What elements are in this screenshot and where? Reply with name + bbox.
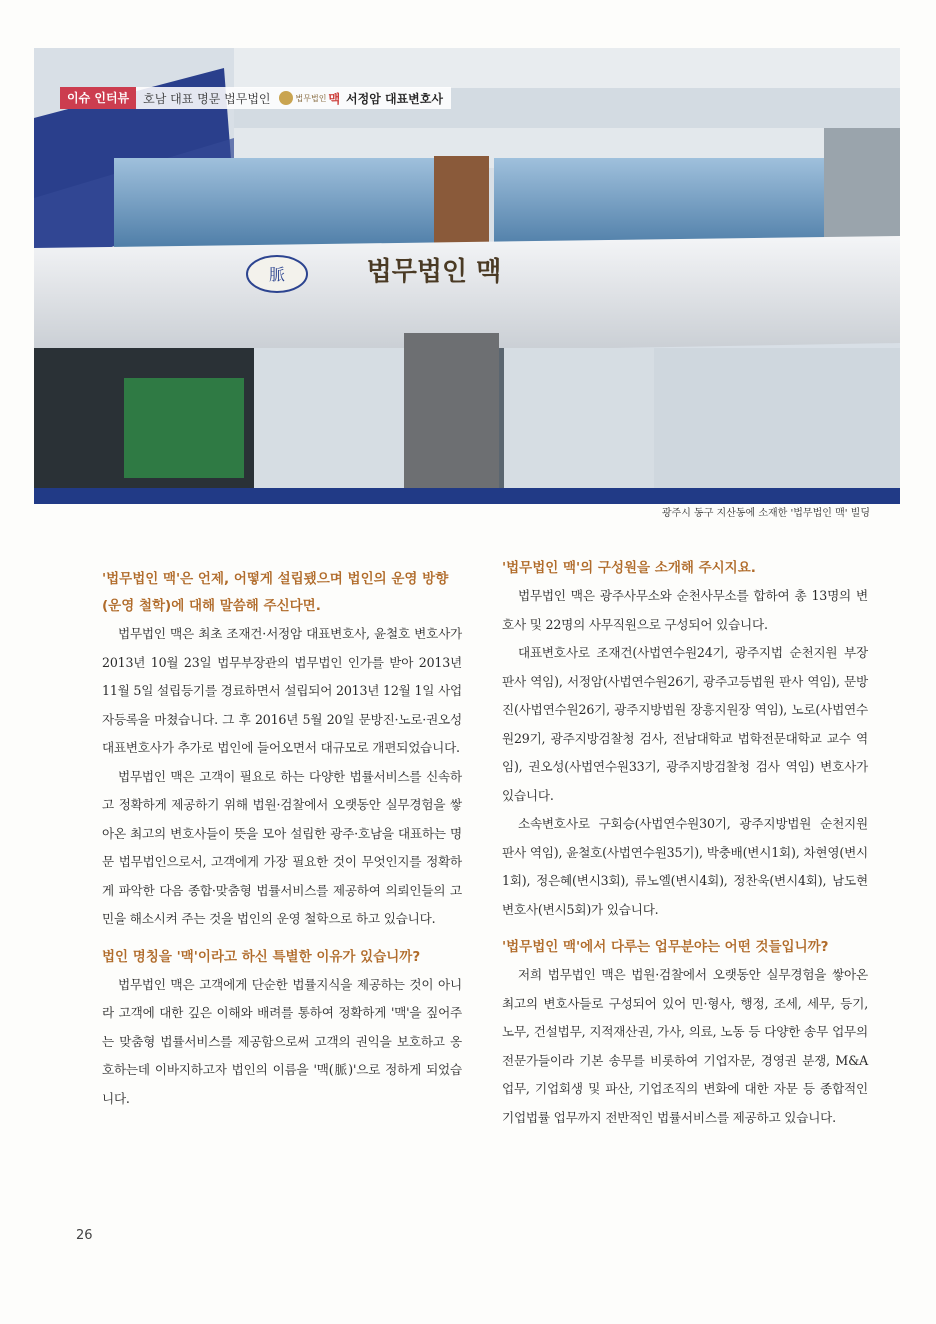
answer-1-paragraph-1: 법무법인 맥은 최초 조재건·서정암 대표변호사, 윤철호 변호사가 2013년 10월 23일 법무부장관의 법무법인 인가를 받아 2013년 11월 5일 설립등기를 경료하면서 설립되어 2013년 12월 1일 사업자등록을 마쳤습니다. 그 후 2016년 5월 20일 문방진·노로·권오성 대표변호사가 추가로 법인에 들어오면서 대규모로 개편되었습니다. — [102, 626, 462, 755]
left-column — [102, 566, 462, 1113]
question-4: '법무법인 맥'에서 다루는 업무분야는 어떤 것들입니까? — [502, 939, 829, 955]
header-title: 호남 대표 명문 법무법인 — [143, 91, 271, 106]
answer-3-paragraph-1: 법무법인 맥은 광주사무소와 순천사무소를 합하여 총 13명의 변호사 및 22명의 사무직원으로 구성되어 있습니다. — [502, 588, 868, 632]
building-photo — [34, 48, 900, 504]
logo-small-text: 법무법인 — [295, 93, 327, 103]
article-header — [60, 87, 451, 109]
question-2: 법인 명칭을 '맥'이라고 하신 특별한 이유가 있습니까? — [102, 948, 421, 965]
answer-3-paragraph-2: 대표변호사로 조재건(사법연수원24기, 광주지법 순천지원 부장판사 역임), 서정암(사법연수원26기, 광주고등법원 판사 역임), 문방진(사법연수원26기, 광주지방법원 장흥지원장 역임), 노로(사법연수원29기, 광주지방검찰청 검사, 전남대학교 법학전문대학교 교수 역임), 권오성(사법연수원33기, 광주지방검찰청 검사 역임) 변호사가 있습니다. — [502, 645, 868, 803]
right-column — [502, 555, 868, 1132]
logo-emblem-icon — [279, 91, 293, 105]
sign-text: 법무법인 맥 — [366, 257, 502, 287]
answer-1-paragraph-2: 법무법인 맥은 고객이 필요로 하는 다양한 법률서비스를 신속하고 정확하게 제공하기 위해 법원·검찰에서 오랫동안 실무경험을 쌓아온 최고의 변호사들이 뜻을 모아 설립한 광주·호남을 대표하는 명문 법무법인으로서, 고객에게 가장 필요한 것이 무엇인지를 정확하게 파악한 다음 종합·맞춤형 법률서비스를 제공하여 의뢰인들의 고민을 해소시켜 주는 것을 법인의 운영 철학으로 하고 있습니다. — [102, 768, 462, 926]
page-number: 26 — [76, 1228, 93, 1243]
answer-4-paragraph: 저희 법무법인 맥은 법원·검찰에서 오랫동안 실무경험을 쌓아온 최고의 변호사들로 구성되어 있어 민·형사, 행정, 조세, 세무, 등기, 노무, 건설법무, 지적재산권, 가사, 의료, 노동 등 다양한 송무 업무의 전문가들이라 기본 송무를 비롯하여 기업자문, 경영권 분쟁, M&A 업무, 기업회생 및 파산, 기업조직의 변화에 대한 자문 등 종합적인 기업법률 업무까지 전반적인 법률서비스를 제공하고 있습니다. — [502, 967, 868, 1125]
question-3: '법무법인 맥'의 구성원을 소개해 주시지요. — [502, 560, 756, 576]
logo-mark-text: 맥 — [328, 91, 341, 106]
interviewee-name: 서정암 대표변호사 — [346, 91, 443, 106]
firm-logo — [279, 90, 341, 107]
section-tag: 이슈 인터뷰 — [60, 87, 136, 109]
sign-mark: 脈 — [268, 265, 286, 284]
question-1: '법무법인 맥'은 언제, 어떻게 설립됐으며 법인의 운영 방향(운영 철학)에 대해 말씀해 주신다면. — [102, 571, 449, 614]
building-illustration — [34, 48, 900, 504]
answer-3-paragraph-3: 소속변호사로 구회승(사법연수원30기, 광주지방법원 순천지원 판사 역임), 윤철호(사법연수원35기), 박충배(변시1회), 차현영(변시1회), 정은혜(변시3회), 류노엘(변시4회), 정찬욱(변시4회), 남도현 변호사(변시5회)가 있습니다. — [502, 816, 868, 917]
answer-2-paragraph: 법무법인 맥은 고객에게 단순한 법률지식을 제공하는 것이 아니라 고객에 대한 깊은 이해와 배려를 통하여 정확하게 '맥'을 짚어주는 맞춤형 법률서비스를 제공함으로써 고객의 권익을 보호하고 옹호하는데 이바지하고자 법인의 이름을 '맥(脈)'으로 정하게 되었습니다. — [102, 976, 462, 1106]
photo-caption: 광주시 동구 지산동에 소재한 '법무법인 맥' 빌딩 — [661, 508, 870, 519]
